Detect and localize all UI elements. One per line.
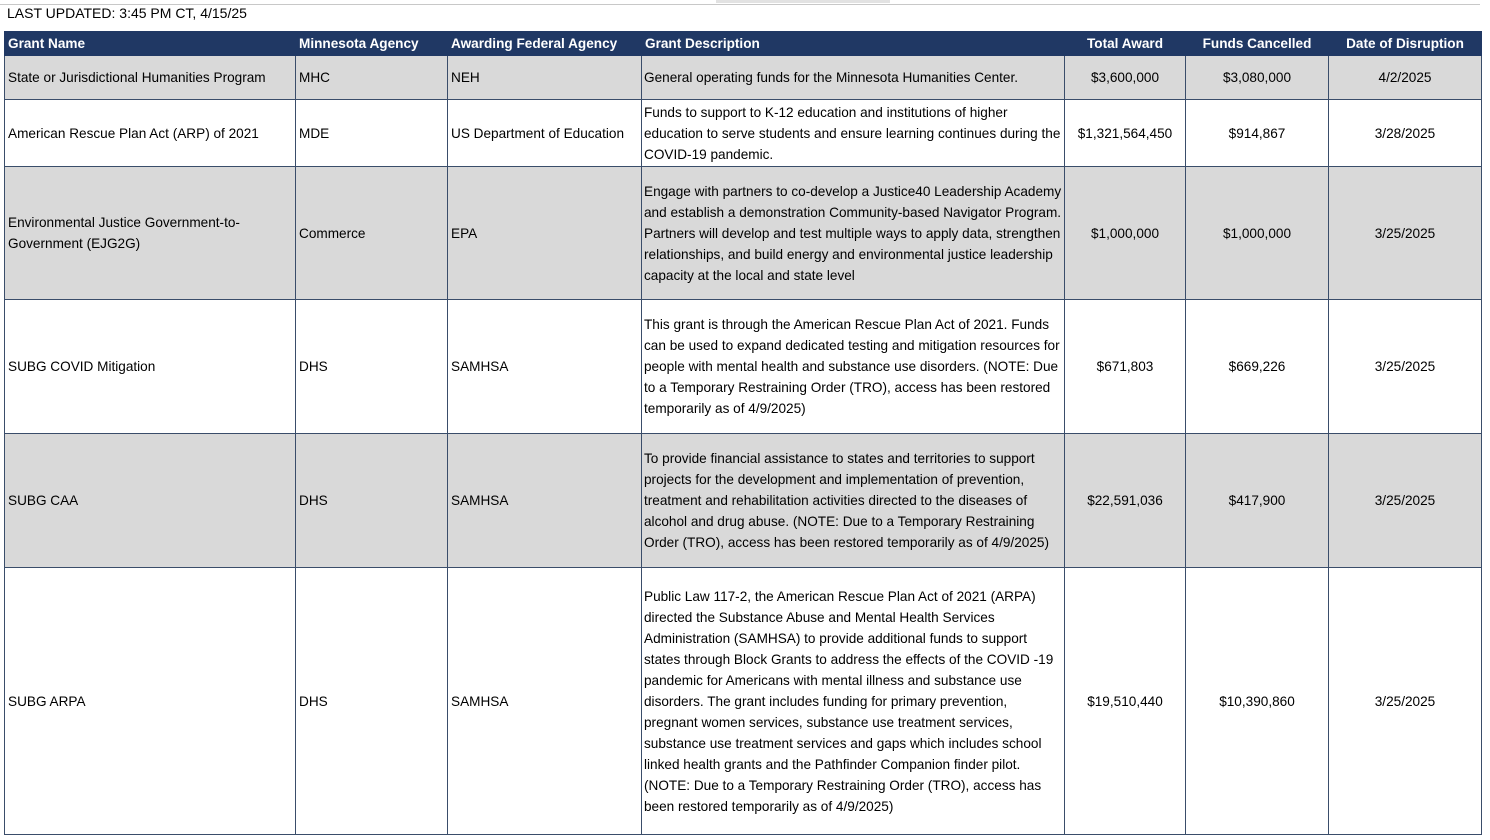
cell-federal-agency[interactable]: US Department of Education <box>448 100 642 167</box>
cell-federal-agency[interactable]: SAMHSA <box>448 568 642 835</box>
cell-total-award[interactable]: $19,510,440 <box>1065 568 1186 835</box>
cell-grant-name[interactable]: American Rescue Plan Act (ARP) of 2021 <box>5 100 296 167</box>
column-header-minnesota-agency[interactable]: Minnesota Agency <box>296 32 448 56</box>
cell-minnesota-agency[interactable]: DHS <box>296 434 448 568</box>
cell-funds-cancelled[interactable]: $1,000,000 <box>1186 167 1329 300</box>
column-header-description[interactable]: Grant Description <box>642 32 1065 56</box>
cell-date-of-disruption[interactable]: 4/2/2025 <box>1329 56 1482 100</box>
cell-total-award[interactable]: $1,321,564,450 <box>1065 100 1186 167</box>
table-row <box>5 167 1482 300</box>
cell-description[interactable]: Public Law 117-2, the American Rescue Plan Act of 2021 (ARPA) directed the Substance Abuse and Mental Health Services Administration (SAMHSA) to provide additional funds to support states through Block Grants to address the effects of the COVID -19 pandemic for Americans with mental illness and substance use disorders. The grant includes funding for primary prevention, pregnant women services, substance use treatment services, substance use treatment services and gaps which includes school linked health grants and the Pathfinder Companion finder pilot. (NOTE: Due to a Temporary Restraining Order (TRO), access has been restored temporarily as of 4/9/2025) <box>642 568 1065 835</box>
cell-minnesota-agency[interactable]: DHS <box>296 568 448 835</box>
header-row <box>5 32 1482 56</box>
cell-total-award[interactable]: $22,591,036 <box>1065 434 1186 568</box>
cell-total-award[interactable]: $671,803 <box>1065 300 1186 434</box>
cell-federal-agency[interactable]: SAMHSA <box>448 300 642 434</box>
table-row <box>5 434 1482 568</box>
cell-grant-name[interactable]: State or Jurisdictional Humanities Program <box>5 56 296 100</box>
cell-minnesota-agency[interactable]: DHS <box>296 300 448 434</box>
cell-grant-name[interactable]: SUBG COVID Mitigation <box>5 300 296 434</box>
cell-minnesota-agency[interactable]: MHC <box>296 56 448 100</box>
table-row <box>5 568 1482 835</box>
cell-grant-name[interactable]: SUBG ARPA <box>5 568 296 835</box>
column-header-grant-name[interactable]: Grant Name <box>5 32 296 56</box>
cell-description[interactable]: This grant is through the American Rescue Plan Act of 2021. Funds can be used to expand dedicated testing and mitigation resources for people with mental health and substance use disorders. (NOTE: Due to a Temporary Restraining Order (TRO), access has been restored temporarily as of 4/9/2025) <box>642 300 1065 434</box>
cell-funds-cancelled[interactable]: $914,867 <box>1186 100 1329 167</box>
cell-federal-agency[interactable]: EPA <box>448 167 642 300</box>
cell-funds-cancelled[interactable]: $417,900 <box>1186 434 1329 568</box>
cell-grant-name[interactable]: Environmental Justice Government-to-Government (EJG2G) <box>5 167 296 300</box>
cell-description[interactable]: Engage with partners to co-develop a Justice40 Leadership Academy and establish a demonstration Community-based Navigator Program. Partners will develop and test multiple ways to apply data, strengthen relationships, and build energy and environmental justice leadership capacity at the local and state level <box>642 167 1065 300</box>
cell-total-award[interactable]: $1,000,000 <box>1065 167 1186 300</box>
column-header-funds-cancelled[interactable]: Funds Cancelled <box>1186 32 1329 56</box>
last-updated-label: LAST UPDATED: 3:45 PM CT, 4/15/25 <box>7 5 247 21</box>
top-tab-indicator <box>716 0 890 3</box>
cell-date-of-disruption[interactable]: 3/25/2025 <box>1329 167 1482 300</box>
cell-funds-cancelled[interactable]: $10,390,860 <box>1186 568 1329 835</box>
table-row <box>5 300 1482 434</box>
cell-funds-cancelled[interactable]: $669,226 <box>1186 300 1329 434</box>
cell-minnesota-agency[interactable]: MDE <box>296 100 448 167</box>
cell-federal-agency[interactable]: SAMHSA <box>448 434 642 568</box>
column-header-date-of-disruption[interactable]: Date of Disruption <box>1329 32 1482 56</box>
cell-description[interactable]: Funds to support to K-12 education and institutions of higher education to serve students and ensure learning continues during the COVID-19 pandemic. <box>642 100 1065 167</box>
column-header-total-award[interactable]: Total Award <box>1065 32 1186 56</box>
cell-date-of-disruption[interactable]: 3/25/2025 <box>1329 568 1482 835</box>
cell-funds-cancelled[interactable]: $3,080,000 <box>1186 56 1329 100</box>
table-row <box>5 56 1482 100</box>
cell-description[interactable]: To provide financial assistance to states and territories to support projects for the development and implementation of prevention, treatment and rehabilitation activities directed to the diseases of alcohol and drug abuse. (NOTE: Due to a Temporary Restraining Order (TRO), access has been restored temporarily as of 4/9/2025) <box>642 434 1065 568</box>
cell-minnesota-agency[interactable]: Commerce <box>296 167 448 300</box>
cell-grant-name[interactable]: SUBG CAA <box>5 434 296 568</box>
cell-total-award[interactable]: $3,600,000 <box>1065 56 1186 100</box>
cell-description[interactable]: General operating funds for the Minnesota Humanities Center. <box>642 56 1065 100</box>
grants-table <box>4 31 1482 835</box>
cell-date-of-disruption[interactable]: 3/25/2025 <box>1329 300 1482 434</box>
cell-federal-agency[interactable]: NEH <box>448 56 642 100</box>
cell-date-of-disruption[interactable]: 3/25/2025 <box>1329 434 1482 568</box>
column-header-federal-agency[interactable]: Awarding Federal Agency <box>448 32 642 56</box>
table-row <box>5 100 1482 167</box>
cell-date-of-disruption[interactable]: 3/28/2025 <box>1329 100 1482 167</box>
